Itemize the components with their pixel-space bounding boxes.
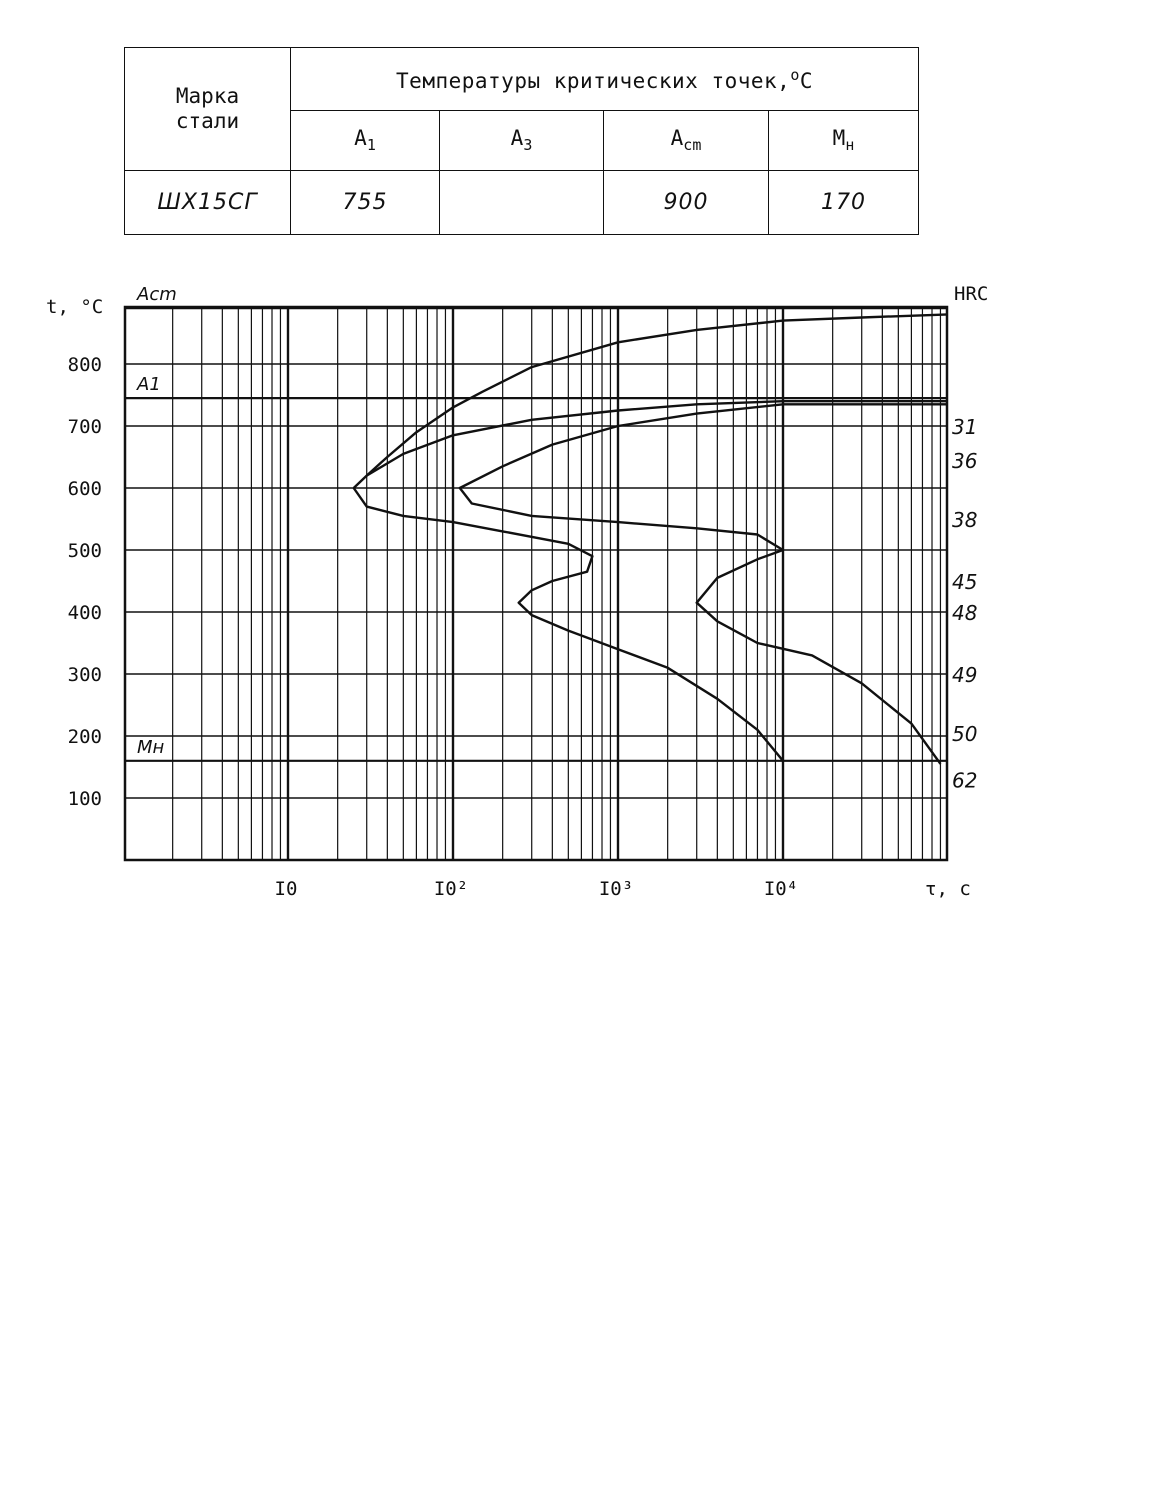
grade-header: Марка стали [175,84,240,133]
x-tick-label: I0³ [598,878,634,900]
reference-line-label: Mн [137,736,165,758]
group-unit: C [799,68,814,93]
group-header: Температуры критических точек, [396,68,791,93]
chart-grid [125,307,947,860]
col-a1: $A_1$ [291,111,440,171]
hrc-value-label: 38 [952,508,978,532]
y-tick-label: 100 [67,788,102,810]
hrc-value-label: 48 [952,601,978,625]
grade-header-cell [125,48,291,171]
reference-line-label: A1 [137,374,161,396]
transformation-curve [460,404,948,764]
y-axis-label: t, °C [46,296,104,318]
hrc-value-label: 49 [952,663,978,687]
group-unit-degree: o [790,65,800,84]
reference-line-label: Acm [137,284,177,306]
hrc-value-label: 50 [952,721,978,746]
plot-frame [125,307,947,860]
y-tick-label: 700 [67,416,102,438]
reference-lines [125,284,947,761]
x-axis-label: τ, c [925,878,971,900]
y-tick-label: 500 [67,540,102,562]
x-tick-label: I0² [433,878,469,900]
grade-value: ШХ15СГ [125,171,291,235]
value-a3 [440,171,604,235]
hrc-value-label: 45 [952,570,978,594]
hrc-axis-label: HRC [954,283,989,305]
value-a1: 755 [291,171,440,235]
y-tick-label: 400 [67,602,102,624]
y-tick-label: 300 [67,664,102,686]
y-tick-label: 600 [67,478,102,500]
y-tick-label: 800 [67,354,102,376]
col-mn: $M_н$ [769,111,919,171]
hrc-value-label: 62 [952,768,978,793]
hrc-value-label: 36 [952,449,978,474]
x-tick-label: I0⁴ [763,878,799,900]
transformation-curves [354,314,948,764]
y-tick-label: 200 [67,726,102,748]
ttt-diagram [0,260,1162,920]
critical-points-table [124,47,919,235]
value-acm: 900 [604,171,769,235]
col-acm: $A_{cm}$ [604,111,769,171]
col-a3: $A_3$ [440,111,604,171]
group-header-cell [291,48,919,111]
hrc-value-label: 31 [952,415,978,439]
value-mn: 170 [769,171,919,235]
x-tick-label: I0 [274,878,298,900]
